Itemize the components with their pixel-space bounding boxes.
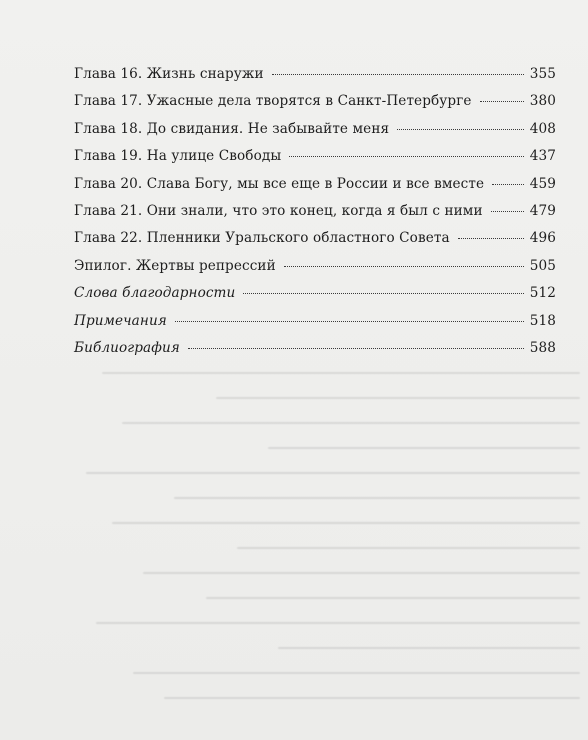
toc-entry [74,312,556,342]
toc-dot-leader [458,238,524,239]
toc-entry-page: 479 [529,202,556,219]
toc-entry-page: 408 [529,120,556,137]
toc-entry [74,120,556,150]
toc-dot-leader [188,348,524,349]
toc-entry-title: Глава 22. Пленники Уральского областного Совета [74,230,450,247]
toc-dot-leader [397,129,524,130]
toc-entry-title: Слова благодарности [74,285,236,302]
toc-entry-title: Примечания [74,312,167,329]
toc-entry-page: 505 [529,257,556,274]
toc-entry [74,287,556,314]
toc-entry-page: 459 [529,175,556,192]
toc-entry-page: 588 [529,339,556,356]
toc-entry-page: 437 [529,148,556,165]
toc-entry-page: 512 [529,285,556,302]
toc-entry-title: Библиография [74,339,180,356]
toc-dot-leader [492,184,524,185]
toc-entry [74,202,556,232]
table-of-contents [74,68,556,369]
toc-entry-title: Глава 17. Ужасные дела творятся в Санкт-Петербурге [74,93,472,110]
toc-entry-title: Эпилог. Жертвы репрессий [74,257,276,274]
toc-entry-title: Глава 20. Слава Богу, мы все еще в России и все вместе [74,175,485,192]
toc-entry-page: 518 [529,312,556,329]
toc-dot-leader [480,101,524,102]
toc-entry-title: Глава 18. До свидания. Не забывайте меня [74,120,390,137]
toc-entry [74,257,556,287]
toc-entry-page: 496 [529,230,556,247]
toc-entry [74,232,556,259]
toc-entry-page: 380 [529,93,556,110]
toc-entry-title: Глава 21. Они знали, что это конец, когда я был с ними [74,202,483,219]
toc-dot-leader [289,156,524,157]
toc-entry [74,339,556,369]
toc-entry [74,95,556,122]
toc-dot-leader [175,321,524,322]
toc-entry [74,175,556,205]
toc-entry-page: 355 [529,66,556,82]
toc-entry [74,150,556,177]
toc-dot-leader [272,74,524,75]
toc-dot-leader [243,293,523,294]
toc-entry [74,68,556,95]
toc-entry-title: Глава 16. Жизнь снаружи [74,66,264,82]
toc-dot-leader [284,266,524,267]
bleed-through-text [60,372,580,722]
toc-entry-title: Глава 19. На улице Свободы [74,148,282,165]
toc-dot-leader [491,211,524,212]
